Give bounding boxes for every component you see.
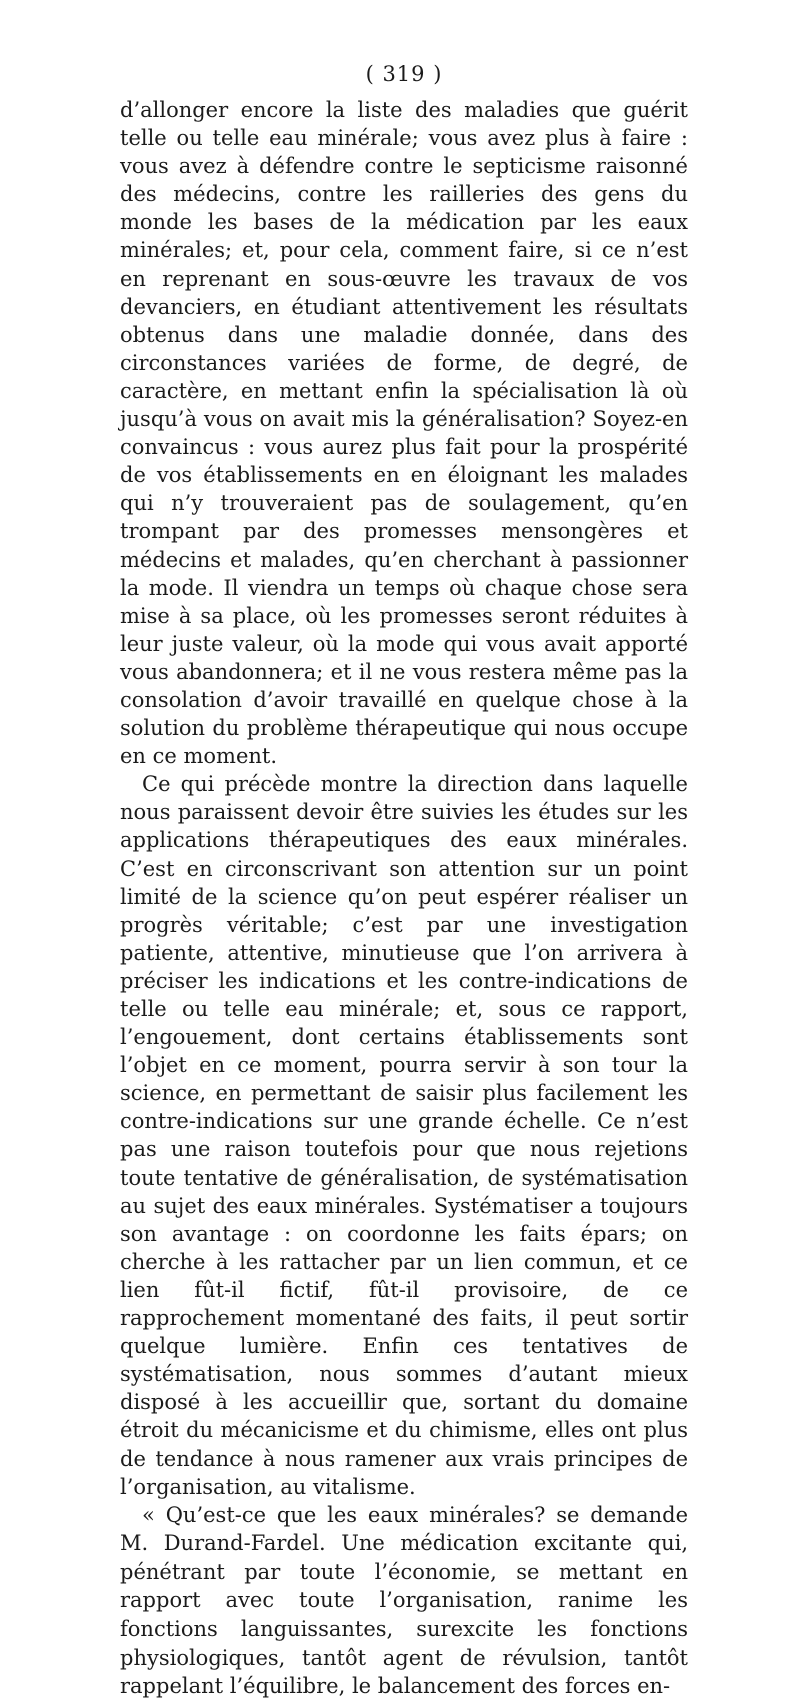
paragraph-2: Ce qui précède montre la direction dans laquelle nous paraissent devoir être suivies les études sur les applications thérapeutiques des eaux minérales. C’est en circonscrivant son attention sur un point limité de la science qu’on peut espérer réaliser un progrès véritable; c’est par une investigation patiente, attentive, minutieuse que l’on arrivera à préciser les indications et les contre-indications de telle ou telle eau minérale; et, sous ce rapport, l’engouement, dont certains établissements sont l’objet en ce moment, pourra servir à son tour la science, en permettant de saisir plus facilement les contre-indications sur une grande échelle. Ce n’est pas une raison toutefois pour que nous rejetions toute tentative de généralisation, de systématisation au sujet des eaux minérales. Systématiser a toujours son avantage : on coordonne les faits épars; on cherche à les rattacher par un lien commun, et ce lien fût-il fictif, fût-il provisoire, de ce rapprochement momentané des faits, il peut sortir quelque lumière. Enfin ces tentatives de systématisation, nous sommes d’autant mieux disposé à les accueillir que, sortant du domaine étroit du mécanicisme et du chimisme, elles ont plus de tendance à nous ramener aux vrais principes de l’organisation, au vitalisme. xyxy=(120,772,688,1499)
page-number: ( 319 ) xyxy=(365,62,443,86)
paragraph-3: « Qu’est-ce que les eaux minérales? se demande M. Durand-Fardel. Une médication excitante qui, pénétrant par toute l’économie, se mettant en rapport avec toute l’organisation, ranime les fonctions languissantes, surexcite les fonctions physiologiques, tantôt agent de révulsion, tantôt rappelant l’équilibre, le balancement des forces en- xyxy=(120,1502,688,1699)
paragraph-1: d’allonger encore la liste des maladies que guérit telle ou telle eau minérale; vous avez plus à faire : vous avez à défendre contre le septicisme raisonné des médecins, contre les railleries des gens du monde les bases de la médication par les eaux minérales; et, pour cela, comment faire, si ce n’est en reprenant en sous-œuvre les travaux de vos devanciers, en étudiant attentivement les résultats obtenus dans une maladie donnée, dans des circonstances variées de forme, de degré, de caractère, en mettant enfin la spécialisation là où jusqu’à vous on avait mis la généralisation? Soyez-en convaincus : vous aurez plus fait pour la prospérité de vos établissements en en éloignant les malades qui n’y trouveraient pas de soulagement, qu’en trompant par des promesses mensongères et médecins et malades, qu’en cherchant à passionner la mode. Il viendra un temps où chaque chose sera mise à sa place, où les promesses seront réduites à leur juste valeur, où la mode qui vous avait apporté vous abandonnera; et il ne vous restera même pas la consolation d’avoir travaillé en quelque chose à la solution du problème thérapeutique qui nous occupe en ce moment. xyxy=(120,98,688,769)
